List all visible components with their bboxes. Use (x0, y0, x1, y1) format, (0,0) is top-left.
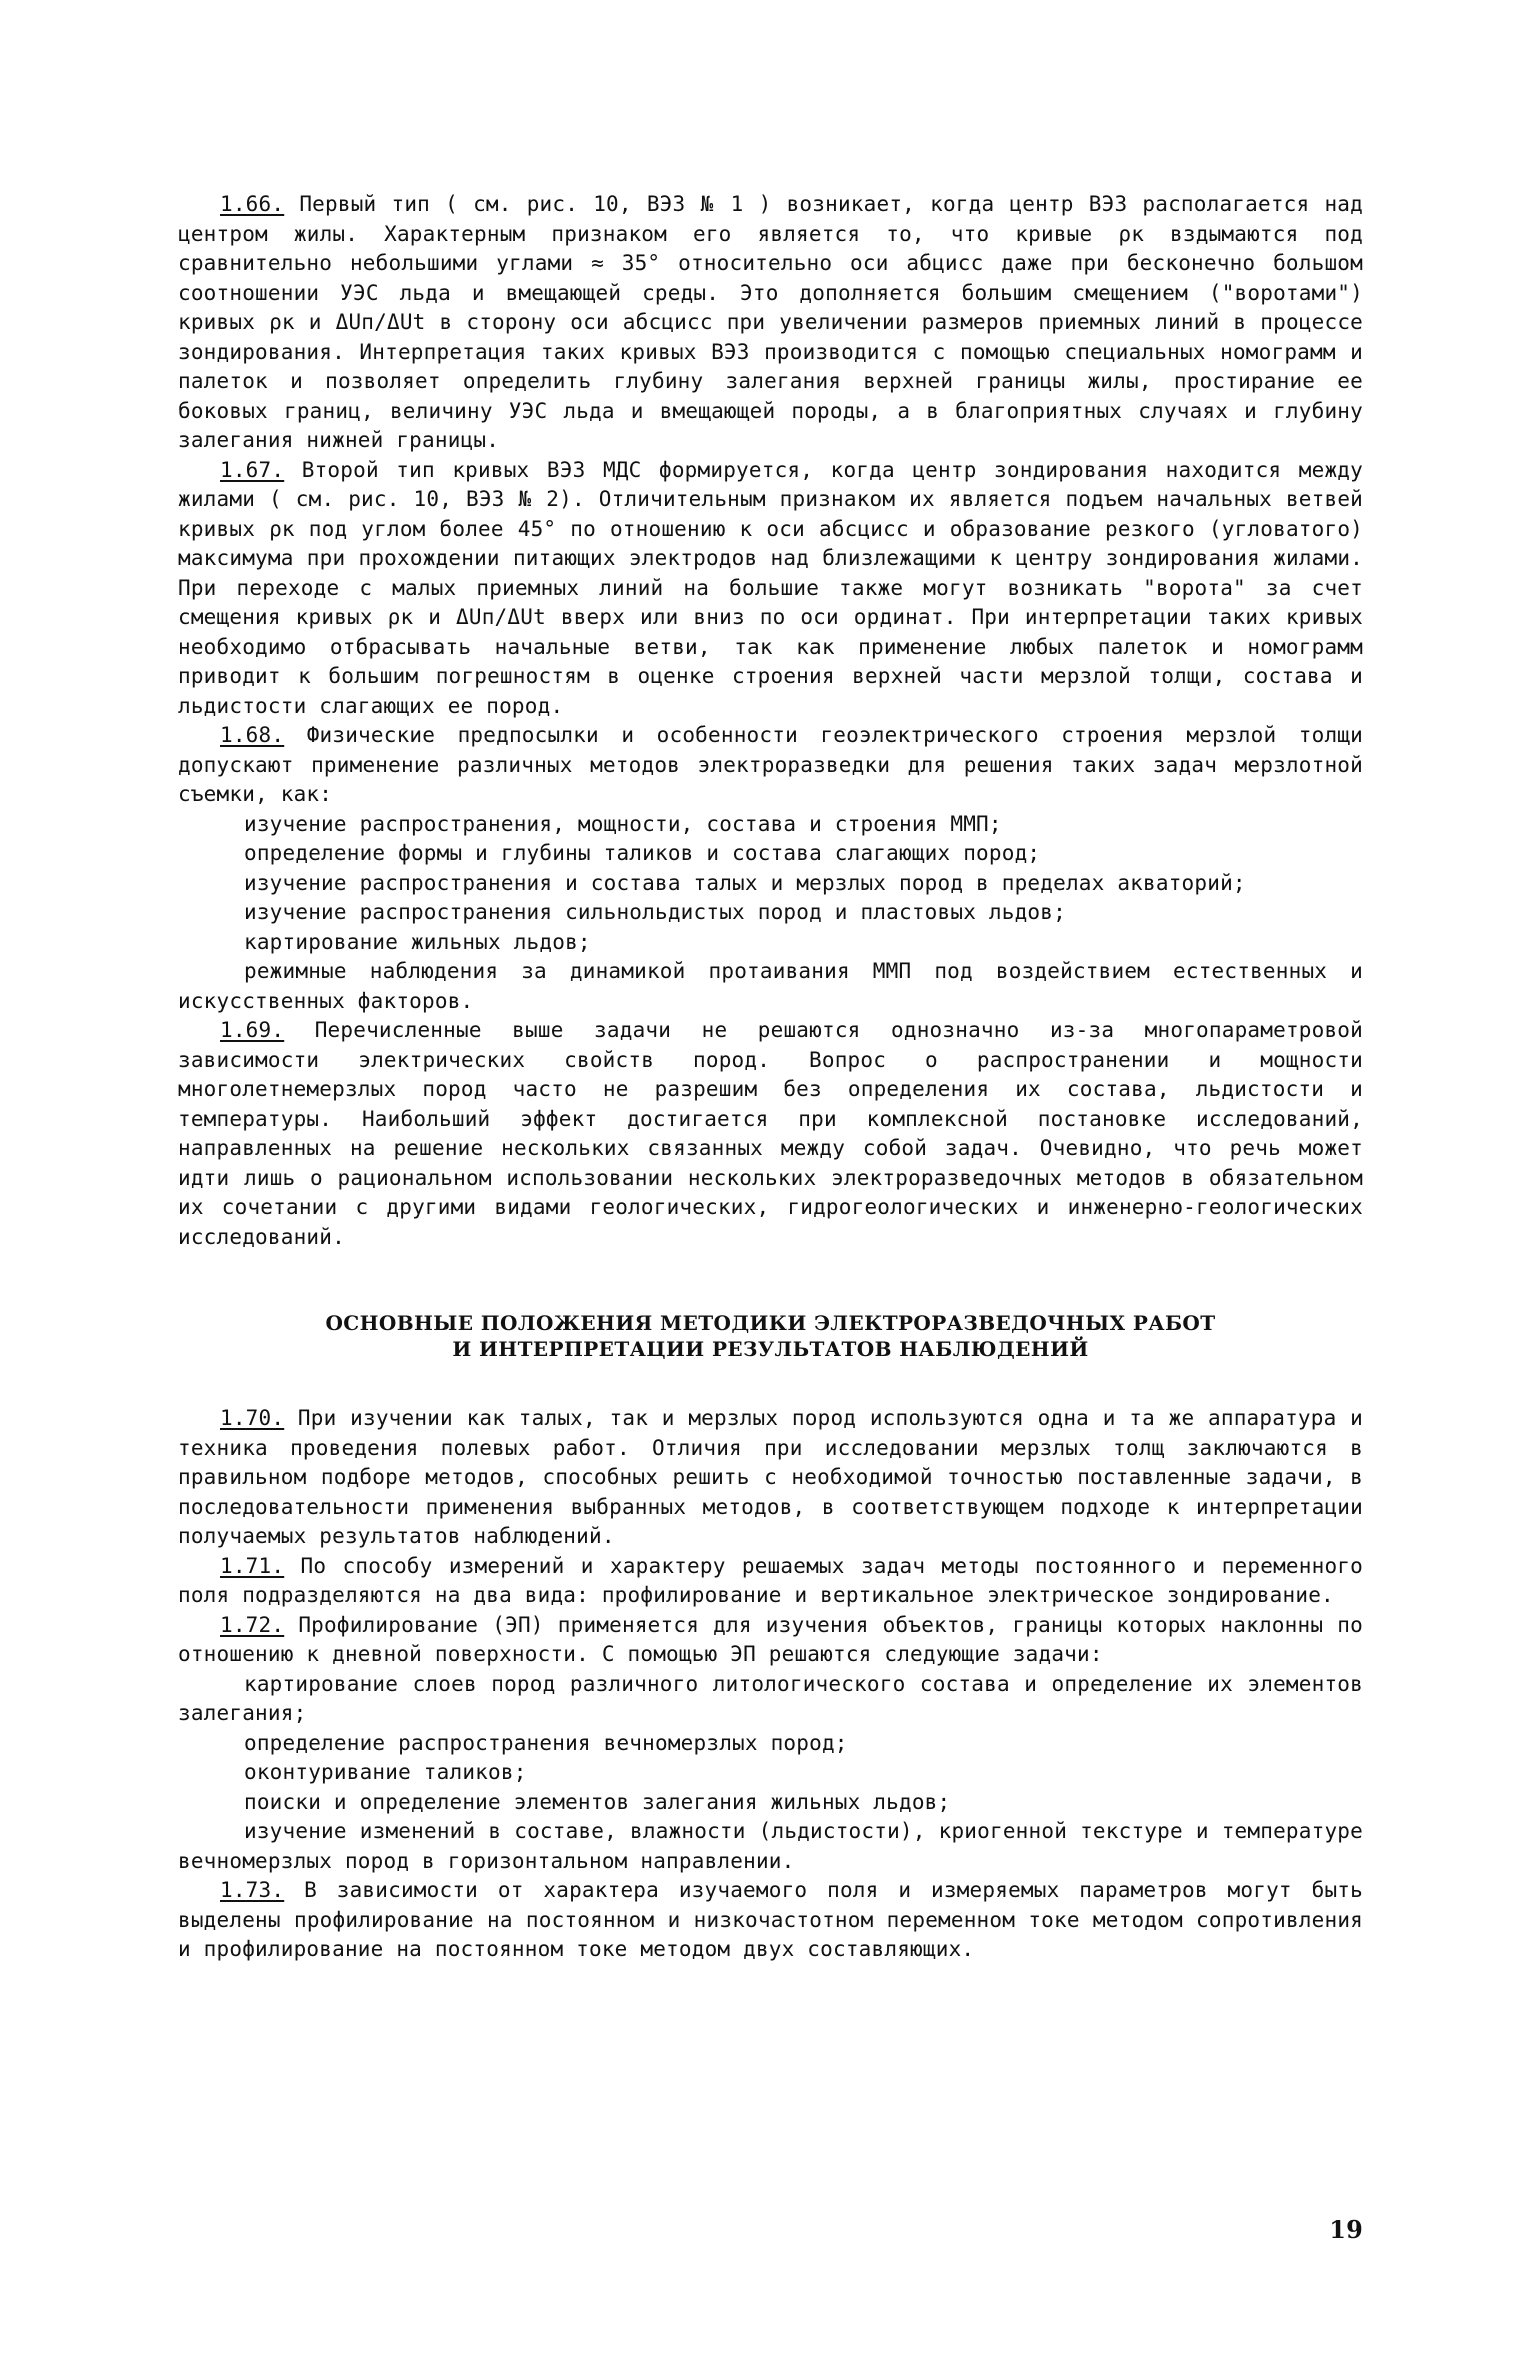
paragraph-number: 1.67. (220, 457, 285, 482)
paragraph-1-71 (178, 1552, 1363, 1611)
paragraph-text: По способу измерений и характеру решаемых задач методы постоянного и переменного поля подразделяются на два вида: профилирование и вертикальное электрическое зондирование. (178, 1553, 1363, 1607)
paragraph-text: В зависимости от характера изучаемого поля и измеряемых параметров могут быть выделены профилирование на постоянном и низкочастотном переменном токе методом сопротивления и профилирование на постоянном токе методом двух составляющих. (178, 1878, 1363, 1961)
paragraph-1-67 (178, 456, 1363, 722)
paragraph-number: 1.73. (220, 1878, 285, 1902)
list-item: определение формы и глубины таликов и состава слагающих пород; (244, 841, 1041, 865)
paragraph-1-69 (178, 1016, 1363, 1252)
paragraph-text: Перечисленные выше задачи не решаются однозначно из-за многопараметровой зависимости электрических свойств пород. Вопрос о распространении и мощности многолетнемерзлых пород часто не разрешим без определения их состава, льдистости и температуры. Наибольший эффект достигается при комплексной постановке исследований, направленных на решение нескольких связанных между собой задач. Очевидно, что речь может идти лишь о рациональном использовании нескольких электроразведочных методов в обязательном их сочетании с другими видами геологических, гидрогеологических и инженерно-геологических исследований. (178, 1018, 1363, 1249)
paragraph-1-68 (178, 721, 1363, 810)
paragraph-number: 1.68. (220, 723, 285, 747)
section-heading-line: И ИНТЕРПРЕТАЦИИ РЕЗУЛЬТАТОВ НАБЛЮДЕНИЙ (452, 1337, 1089, 1361)
list-item: поиски и определение элементов залегания жильных льдов; (244, 1789, 951, 1814)
list-item: картирование жильных льдов; (244, 929, 591, 954)
paragraph-number: 1.70. (220, 1406, 285, 1430)
paragraph-text: Физические предпосылки и особенности геоэлектрического строения мерзлой толщи допускают применение различных методов электроразведки для решения таких задач мерзлотной съемки, как: (178, 723, 1363, 806)
paragraph-number: 1.69. (220, 1018, 285, 1042)
list-item: изучение распространения сильнольдистых пород и пластовых льдов; (244, 900, 1066, 924)
paragraph-number: 1.66. (220, 192, 285, 216)
document-page (178, 190, 1363, 2290)
list-item: оконтуривание таликов; (244, 1760, 527, 1784)
list-item: определение распространения вечномерзлых пород; (244, 1730, 848, 1755)
paragraph-text: Второй тип кривых ВЭЗ МДС формируется, когда центр зондирования находится между жилами ( см. рис. 10, ВЭЗ № 2). Отличительным признаком их является подъем начальных ветвей кривых ρк под углом более 45° по отношению к оси абсцисс и образование резкого (угловатого) максимума при прохождении питающих электродов над близлежащими к центру зондирования жилами. При переходе с малых приемных линий на большие также могут возникать "ворота" за счет смещения кривых ρк и ΔUп/ΔUt вверх или вниз по оси ординат. При интерпретации таких кривых необходимо отбрасывать начальные ветви, так как применение любых палеток и номограмм приводит к большим погрешностям в оценке строения верхней части мерзлой толщи, состава и льдистости слагающих ее пород. (178, 457, 1363, 718)
paragraph-number: 1.72. (220, 1612, 285, 1637)
section-heading-line: ОСНОВНЫЕ ПОЛОЖЕНИЯ МЕТОДИКИ ЭЛЕКТРОРАЗВЕДОЧНЫХ РАБОТ (325, 1311, 1216, 1335)
paragraph-number: 1.71. (220, 1553, 285, 1578)
paragraph-text: При изучении как талых, так и мерзлых пород используются одна и та же аппаратура и техника проведения полевых работ. Отличия при исследовании мерзлых толщ заключаются в правильном подборе методов, способных решить с необходимой точностью поставленные задачи, в последовательности применения выбранных методов, в соответствующем подходе к интерпретации получаемых результатов наблюдений. (178, 1406, 1363, 1548)
paragraph-text: Профилирование (ЭП) применяется для изучения объектов, границы которых наклонны по отношению к дневной поверхности. С помощью ЭП решаются следующие задачи: (178, 1612, 1363, 1666)
section-heading (178, 1310, 1363, 1362)
list-item: изучение распространения и состава талых и мерзлых пород в пределах акваторий; (244, 870, 1246, 895)
paragraph-1-73 (178, 1876, 1363, 1965)
paragraph-1-72 (178, 1611, 1363, 1670)
list-item: картирование слоев пород различного литологического состава и определение их элементов залегания; (178, 1671, 1363, 1725)
paragraph-1-66 (178, 190, 1363, 456)
list-item: изучение распространения, мощности, состава и строения ММП; (244, 811, 1002, 836)
paragraph-text: Первый тип ( см. рис. 10, ВЭЗ № 1 ) возникает, когда центр ВЭЗ располагается над центром жилы. Характерным признаком его является то, что кривые ρк вздымаются под сравнительно небольшими углами ≈ 35° относительно оси абцисс даже при бесконечно большом соотношении УЭС льда и вмещающей среды. Это дополняется большим смещением ("воротами") кривых ρк и ΔUп/ΔUt в сторону оси абсцисс при увеличении размеров приемных линий в процессе зондирования. Интерпретация таких кривых ВЭЗ производится с помощью специальных номограмм и палеток и позволяет определить глубину залегания верхней границы жилы, простирание ее боковых границ, величину УЭС льда и вмещающей породы, а в благоприятных случаях и глубину залегания нижней границы. (178, 192, 1363, 452)
page-number: 19 (1329, 2215, 1363, 2244)
list-item: режимные наблюдения за динамикой протаивания ММП под воздействием естественных и искусственных факторов. (178, 959, 1363, 1013)
paragraph-1-70 (178, 1404, 1363, 1552)
list-item: изучение изменений в составе, влажности (льдистости), криогенной текстуре и температуре вечномерзлых пород в горизонтальном направлении. (178, 1819, 1363, 1873)
